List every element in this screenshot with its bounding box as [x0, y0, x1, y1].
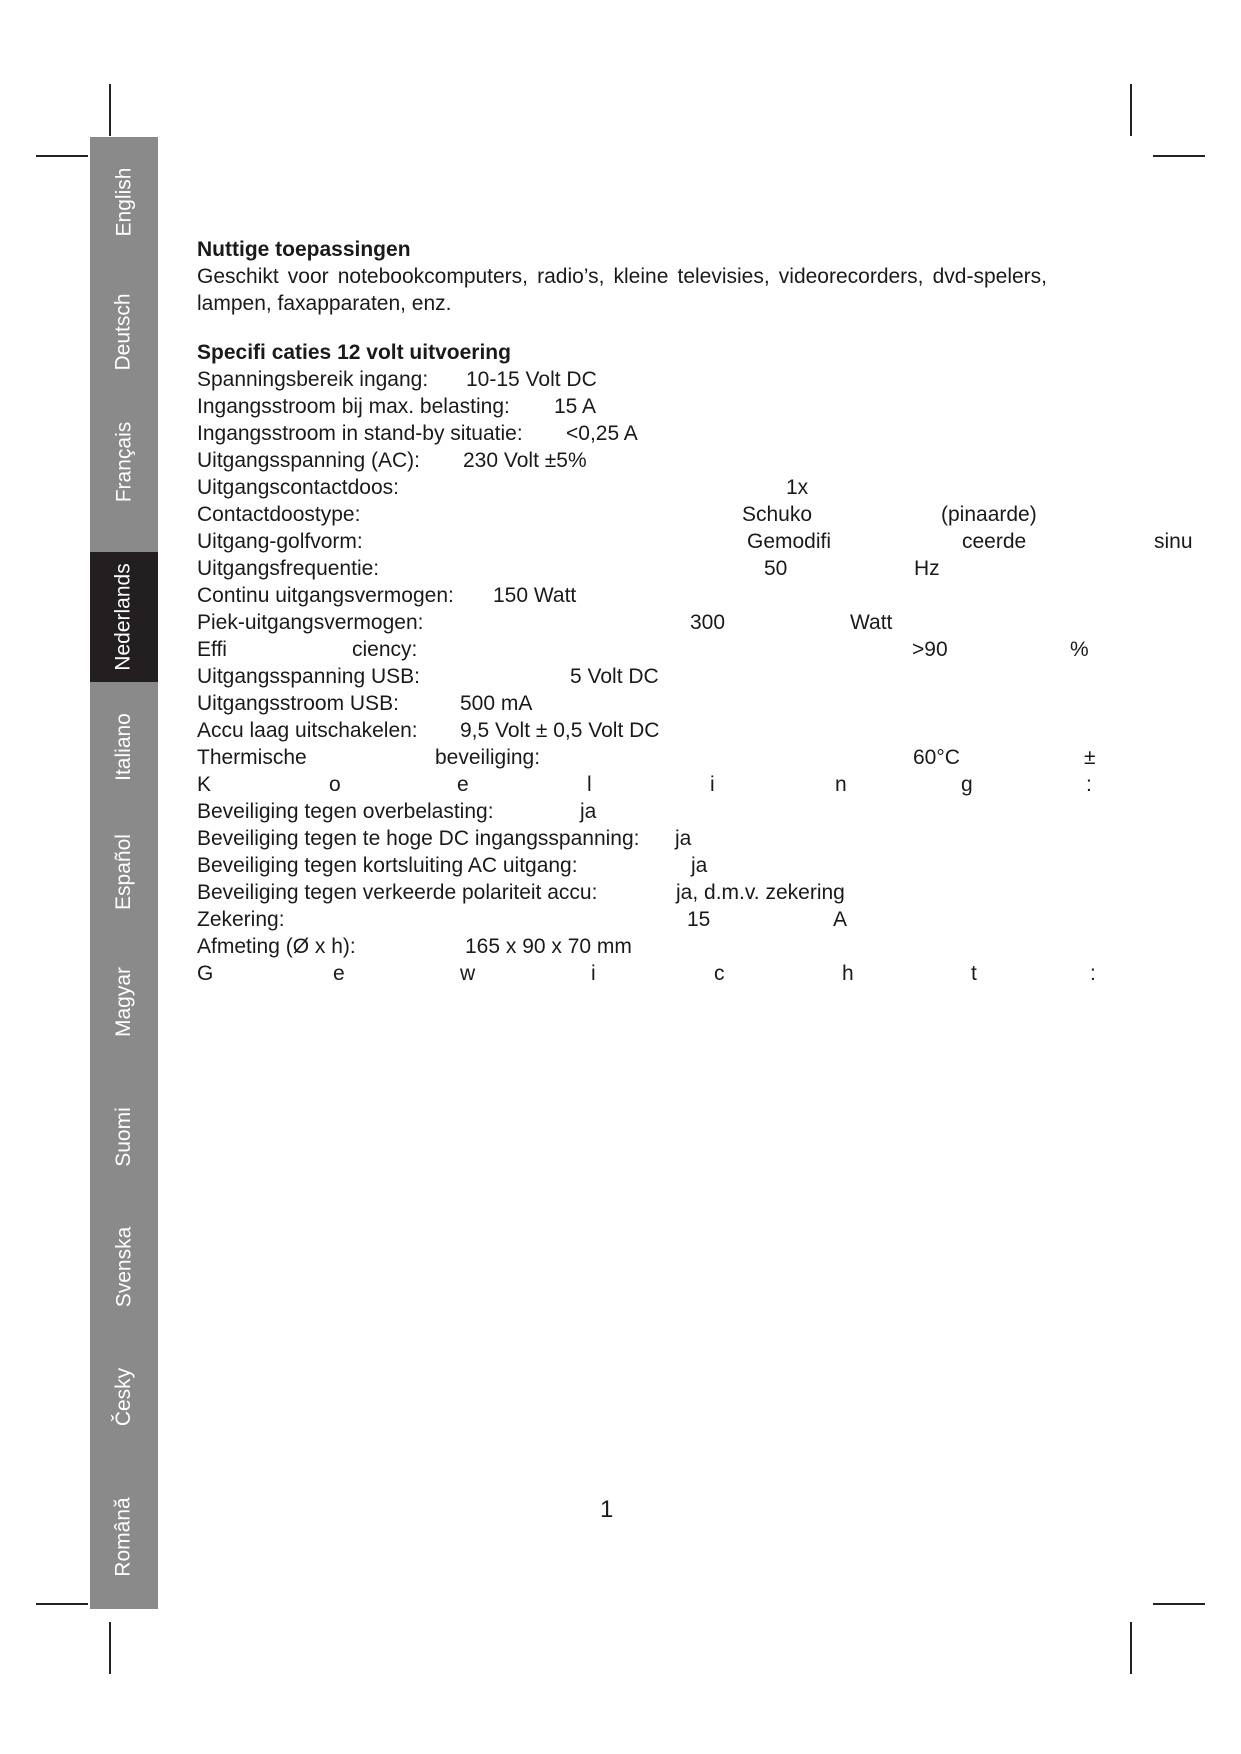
crop-mark [36, 1603, 88, 1605]
spec-label: o [329, 773, 341, 796]
spec-value: ceerde [962, 530, 1027, 553]
spec-value: 15 [687, 908, 711, 931]
spec-label: Uitgangsspanning USB: [197, 665, 420, 688]
crop-mark [1153, 1603, 1205, 1605]
spec-value: (pinaarde) [941, 503, 1037, 526]
spec-value: A [833, 908, 848, 931]
spec-label: Uitgang-golfvorm: [197, 530, 363, 553]
section-body: Geschikt voor notebookcomputers, radio’s, kleine televisies, videorecorders, dvd-spelers, lampen, faxapparaten, enz. [197, 265, 1047, 315]
spec-label: Zekering: [197, 908, 285, 931]
spec-label: c [714, 962, 725, 985]
spec-value: 5 Volt DC [570, 665, 659, 688]
spec-value: >90 [912, 638, 948, 661]
spec-value: 150 Watt [493, 584, 577, 607]
language-sidebar [90, 137, 158, 1609]
spec-value: Gemodifi [747, 530, 832, 553]
spec-label: Beveiliging tegen te hoge DC ingangsspanning: [197, 827, 640, 850]
spec-label: Uitgangscontactdoos: [197, 476, 399, 499]
spec-label: K [197, 773, 212, 796]
tab-suomi[interactable]: Suomi [112, 1107, 135, 1167]
tab-svenska[interactable]: Svenska [112, 1226, 136, 1308]
spec-value: 230 Volt ±5% [463, 449, 587, 472]
specs-heading-line [197, 339, 511, 366]
spec-value: 15 A [554, 395, 597, 418]
spec-value: <0,25 A [566, 422, 638, 445]
spec-label: h [842, 962, 854, 985]
spec-label: i [591, 962, 596, 985]
spec-label: Continu uitgangsvermogen: [197, 584, 454, 607]
spec-value: 10-15 Volt DC [466, 368, 597, 391]
spec-label: e [333, 962, 345, 985]
spec-label: i [710, 773, 715, 796]
spec-label: beveiliging: [435, 746, 541, 769]
spec-label: Beveiliging tegen overbelasting: [197, 800, 494, 823]
spec-value: ± [1084, 746, 1096, 769]
spec-label: w [460, 962, 476, 985]
tab-italiano[interactable]: Italiano [112, 713, 135, 781]
tab-romana[interactable]: Română [112, 1497, 136, 1577]
spec-value: sinu [1154, 530, 1193, 553]
spec-value: 500 mA [460, 692, 533, 715]
spec-label: : [1090, 962, 1096, 985]
tab-francais[interactable]: Français [112, 421, 135, 503]
spec-value: Watt [850, 611, 893, 634]
spec-label: Contactdoostype: [197, 503, 361, 526]
spec-value: 60°C [913, 746, 960, 769]
spec-value: 300 [690, 611, 726, 634]
spec-value: 9,5 Volt ± 0,5 Volt DC [460, 719, 660, 742]
spec-label: Spanningsbereik ingang: [197, 368, 429, 391]
spec-label: Ingangsstroom bij max. belasting: [197, 395, 510, 418]
tab-espanol[interactable]: Español [112, 834, 136, 910]
spec-label: Uitgangsfrequentie: [197, 557, 380, 580]
spec-label: t [971, 962, 977, 985]
page-number: 1 [600, 1496, 614, 1523]
spec-value: % [1070, 638, 1089, 661]
spec-label: Uitgangsspanning (AC): [197, 449, 420, 472]
tab-english[interactable]: English [112, 167, 136, 237]
spec-value: Hz [914, 557, 940, 580]
spec-label: Afmeting (Ø x h): [197, 935, 356, 958]
spec-label: Piek-uitgangsvermogen: [197, 611, 424, 634]
spec-label: ciency: [352, 638, 418, 661]
spec-label: Beveiliging tegen kortsluiting AC uitgang: [197, 854, 578, 877]
spec-label: Thermische [197, 746, 307, 769]
spec-value: ja, d.m.v. zekering [676, 881, 845, 904]
spec-label: g [961, 773, 973, 796]
spec-value: ja [675, 827, 692, 850]
spec-value: ja [580, 800, 597, 823]
crop-mark [36, 155, 88, 157]
tab-magyar[interactable]: Magyar [112, 966, 135, 1038]
crop-mark [1153, 155, 1205, 157]
crop-mark [109, 1622, 111, 1674]
spec-value: ja [691, 854, 708, 877]
section-heading: Nuttige toepassingen [197, 238, 411, 261]
crop-mark [109, 84, 111, 136]
spec-label: Accu laag uitschakelen: [197, 719, 418, 742]
crop-mark [1130, 84, 1132, 136]
tab-nederlands[interactable]: Nederlands [90, 552, 158, 682]
spec-label: : [1086, 773, 1092, 796]
spec-label: Beveiliging tegen verkeerde polariteit accu: [197, 881, 598, 904]
spec-label: Effi [197, 638, 227, 661]
tab-cesky[interactable]: Česky [111, 1367, 135, 1427]
tab-deutsch[interactable]: Deutsch [112, 293, 136, 371]
spec-label: e [457, 773, 469, 796]
spec-value: 50 [764, 557, 788, 580]
spec-label: Ingangsstroom in stand-by situatie: [197, 422, 523, 445]
spec-value: 165 x 90 x 70 mm [465, 935, 632, 958]
spec-value: Schuko [742, 503, 813, 526]
spec-label: n [835, 773, 847, 796]
spec-label: G [197, 962, 214, 985]
spec-label: Uitgangsstroom USB: [197, 692, 399, 715]
applications-section [197, 236, 1197, 317]
spec-label: l [587, 773, 592, 796]
section-heading: Specifi caties 12 volt uitvoering [197, 341, 511, 364]
spec-value: 1x [786, 476, 809, 499]
crop-mark [1130, 1622, 1132, 1674]
